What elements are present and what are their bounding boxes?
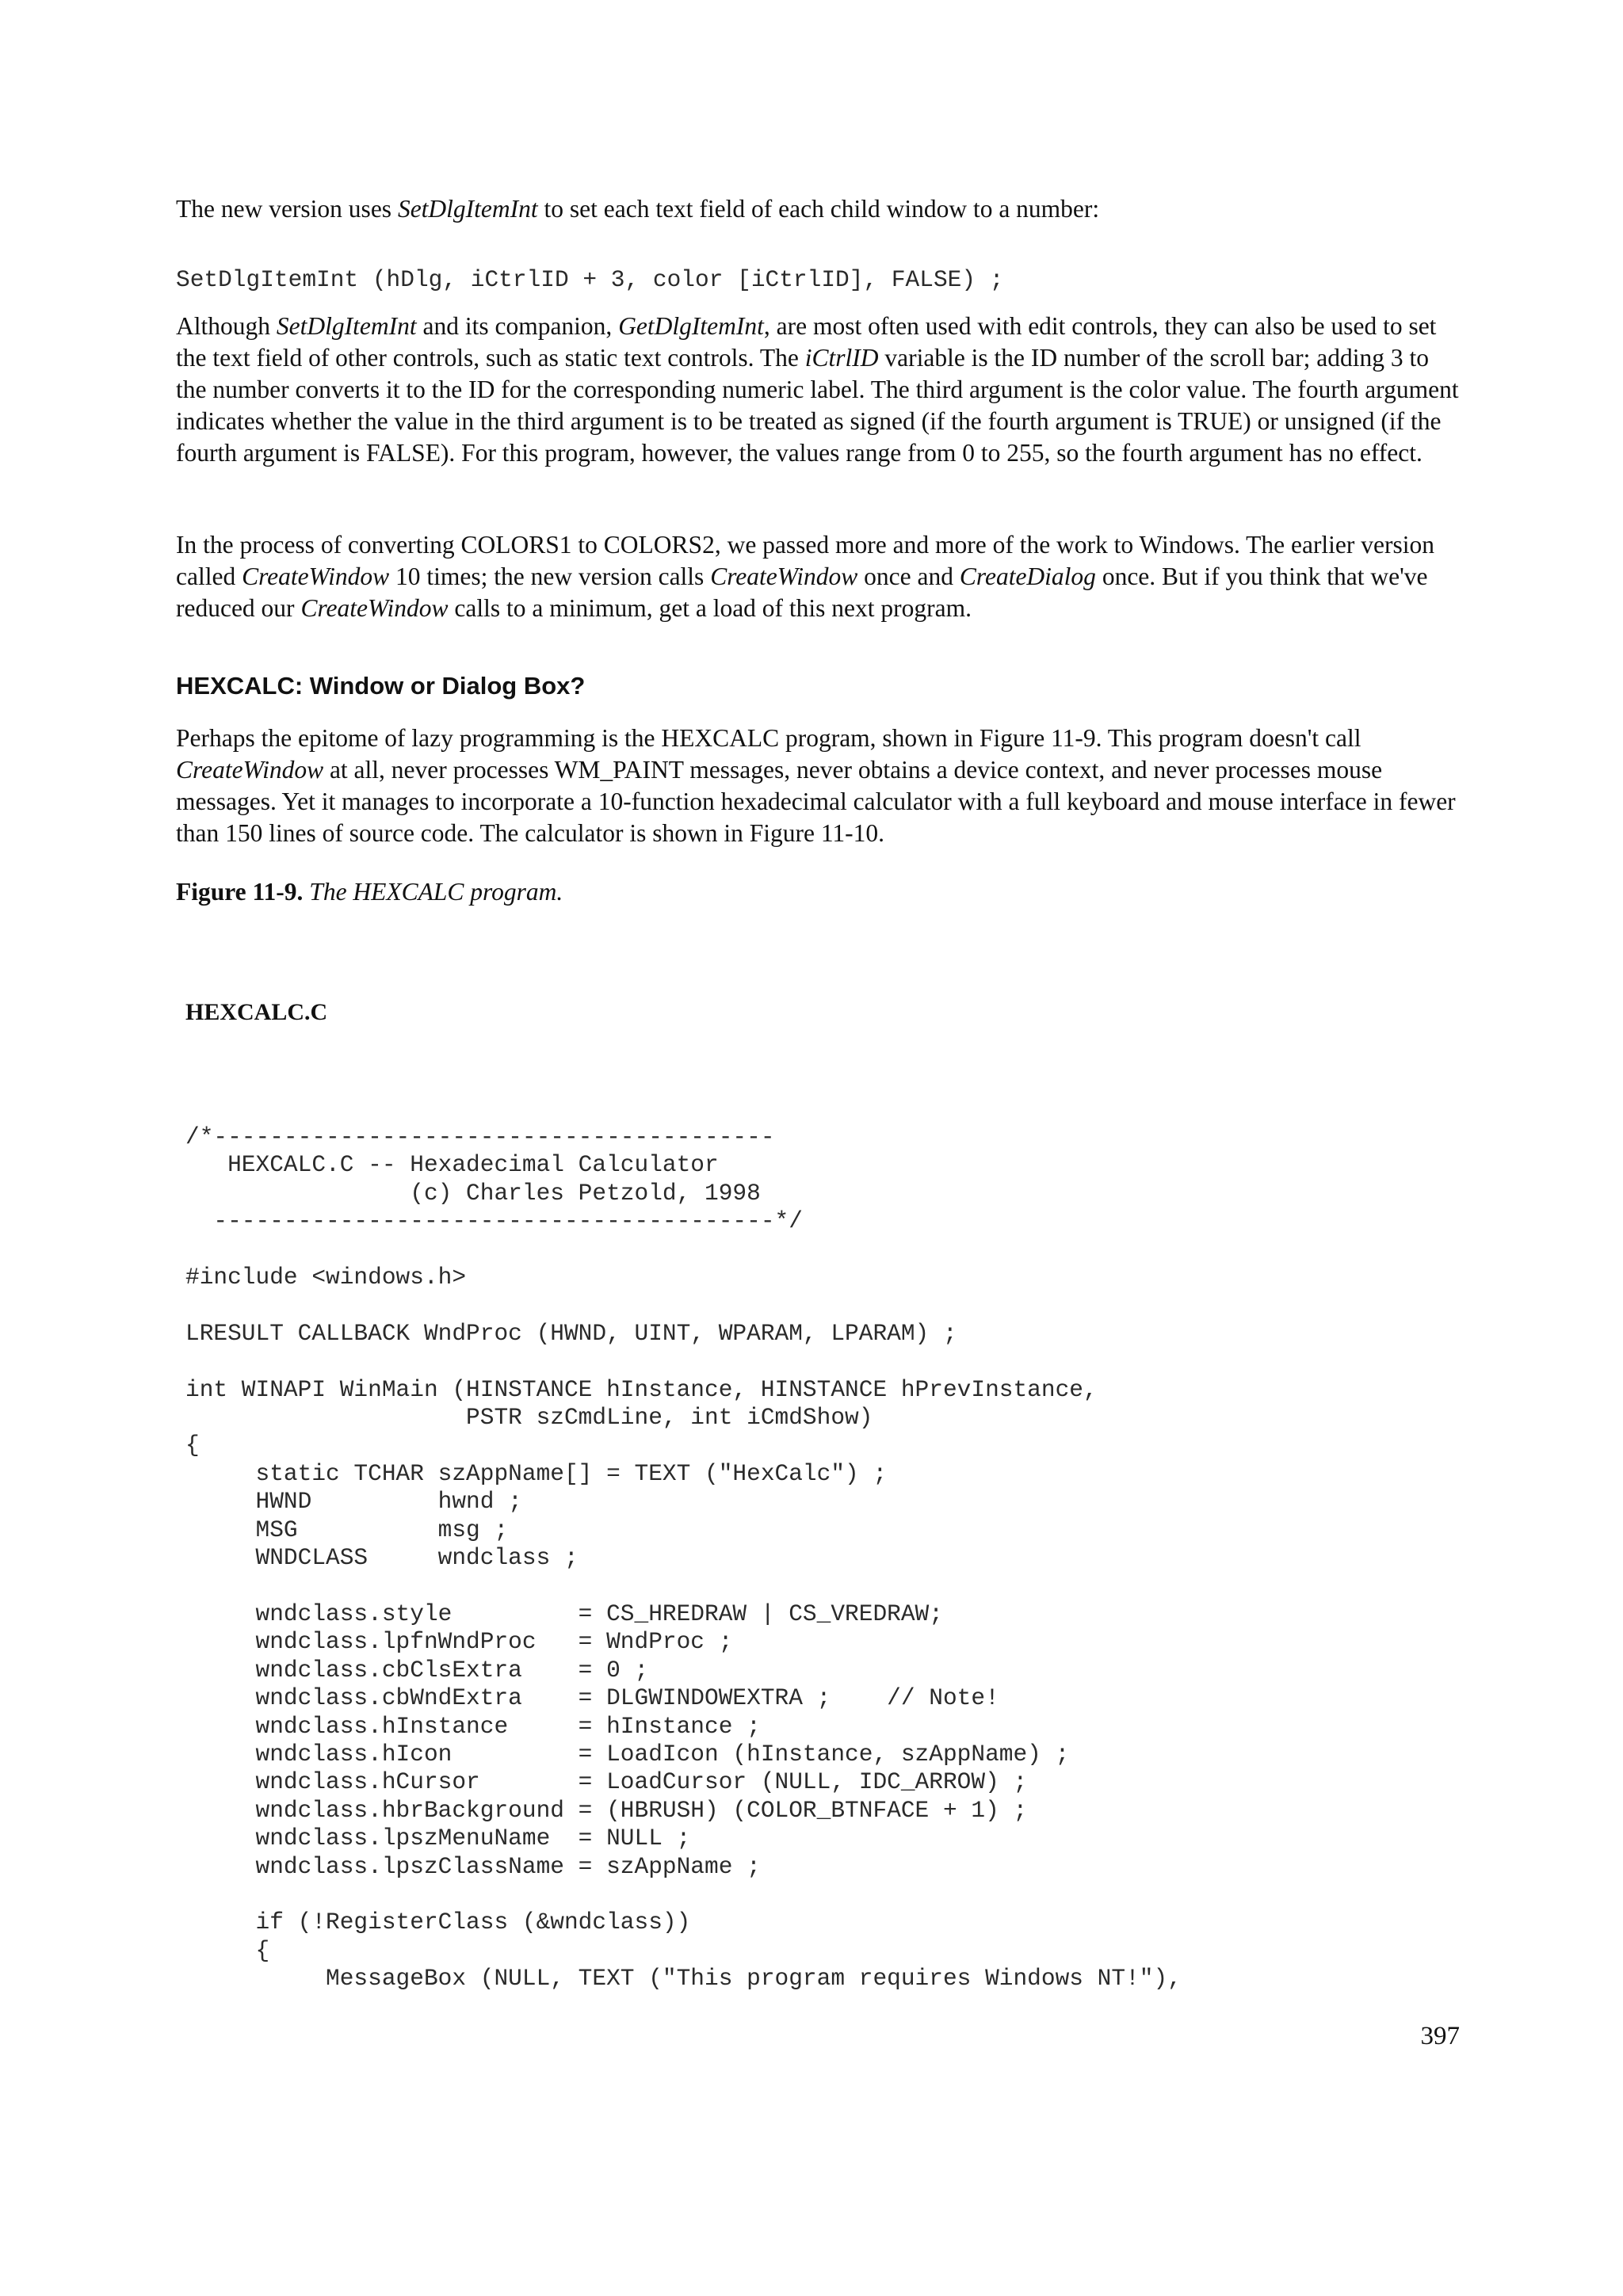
para2-text-2: 10 times; the new version calls	[389, 563, 711, 590]
intro-text-after: to set each text field of each child window to a number:	[537, 195, 1100, 223]
para3-italic-1: CreateWindow	[176, 756, 324, 784]
para2-text-3: once and	[857, 563, 960, 590]
para1-text-3: , are most often used with edit controls, they can also be used to set the text field of other controls, such as static text controls. The	[176, 312, 1437, 372]
para1-italic-2: GetDlgItemInt	[618, 312, 764, 340]
para1-italic-1: SetDlgItemInt	[276, 312, 417, 340]
figure-caption-text: The HEXCALC program.	[303, 878, 563, 906]
para2-italic-4: CreateWindow	[300, 594, 449, 622]
section-heading: HEXCALC: Window or Dialog Box?	[176, 672, 586, 700]
source-code-listing: /*---------------------------------------- HEXCALC.C -- Hexadecimal Calculator (c) Charles Petzold, 1998 ----------------------------------------*/ #include <windows.h> LRESULT CALLBACK WndProc (HWND, UINT, WPARAM, LPARAM) ; int WINAPI WinMain (HINSTANCE hInstance, HINSTANCE hPrevInstance, PSTR szCmdLine, int iCmdShow) { static TCHAR szAppName[] = TEXT ("HexCalc") ; HWND hwnd ; MSG msg ; WNDCLASS wndclass ; wndclass.style = CS_HREDRAW | CS_VREDRAW; wndclass.lpfnWndProc = WndProc ; wndclass.cbClsExtra = 0 ; wndclass.cbWndExtra = DLGWINDOWEXTRA ; // Note! wndclass.hInstance = hInstance ; wndclass.hIcon = LoadIcon (hInstance, szAppName) ; wndclass.hCursor = LoadCursor (NULL, IDC_ARROW) ; wndclass.hbrBackground = (HBRUSH) (COLOR_BTNFACE + 1) ; wndclass.lpszMenuName = NULL ; wndclass.lpszClassName = szAppName ; if (!RegisterClass (&wndclass)) { MessageBox (NULL, TEXT ("This program requires Windows NT!"),	[185, 1123, 1182, 1993]
para2-italic-1: CreateWindow	[242, 563, 390, 590]
page-number: 397	[1420, 2022, 1460, 2050]
paragraph-colors-conversion	[176, 529, 1460, 624]
para2-italic-2: CreateWindow	[710, 563, 858, 590]
intro-text-before: The new version uses	[176, 195, 398, 223]
paragraph-hexcalc-intro	[176, 723, 1460, 849]
figure-caption	[176, 876, 563, 908]
para1-text-4: variable is the ID number of the scroll bar; adding 3 to the number converts it to the ID for the corresponding numeric label. The third argument is the color value. The fourth argument indicates whether the value in the third argument is to be treated as signed (if the fourth argument is TRUE) or unsigned (if the fourth argument is FALSE). For this program, however, the values range from 0 to 255, so the fourth argument has no effect.	[176, 344, 1459, 467]
para2-italic-3: CreateDialog	[959, 563, 1096, 590]
para2-text-4: once. But if you think that we've reduced our	[176, 563, 1428, 622]
paragraph-setdlgitemint	[176, 311, 1460, 469]
para3-text-1: Perhaps the epitome of lazy programming is the HEXCALC program, shown in Figure 11-9. This program doesn't call	[176, 724, 1361, 752]
intro-function-name: SetDlgItemInt	[397, 195, 538, 223]
para2-text-5: calls to a minimum, get a load of this next program.	[448, 594, 972, 622]
para1-text-1: Although	[176, 312, 277, 340]
listing-title: HEXCALC.C	[185, 999, 328, 1025]
inline-code-line: SetDlgItemInt (hDlg, iCtrlID + 3, color [iCtrlID], FALSE) ;	[176, 266, 1004, 293]
intro-paragraph	[176, 193, 1460, 225]
para1-italic-3: iCtrlID	[804, 344, 879, 372]
para3-text-2: at all, never processes WM_PAINT messages, never obtains a device context, and never processes mouse messages. Yet it manages to incorporate a 10-function hexadecimal calculator with a full keyboard and mouse interface in fewer than 150 lines of source code. The calculator is shown in Figure 11-10.	[176, 756, 1456, 847]
para2-text-1: In the process of converting COLORS1 to COLORS2, we passed more and more of the work to Windows. The earlier version called	[176, 531, 1435, 590]
figure-caption-label: Figure 11-9.	[176, 878, 304, 906]
para1-text-2: and its companion,	[416, 312, 619, 340]
